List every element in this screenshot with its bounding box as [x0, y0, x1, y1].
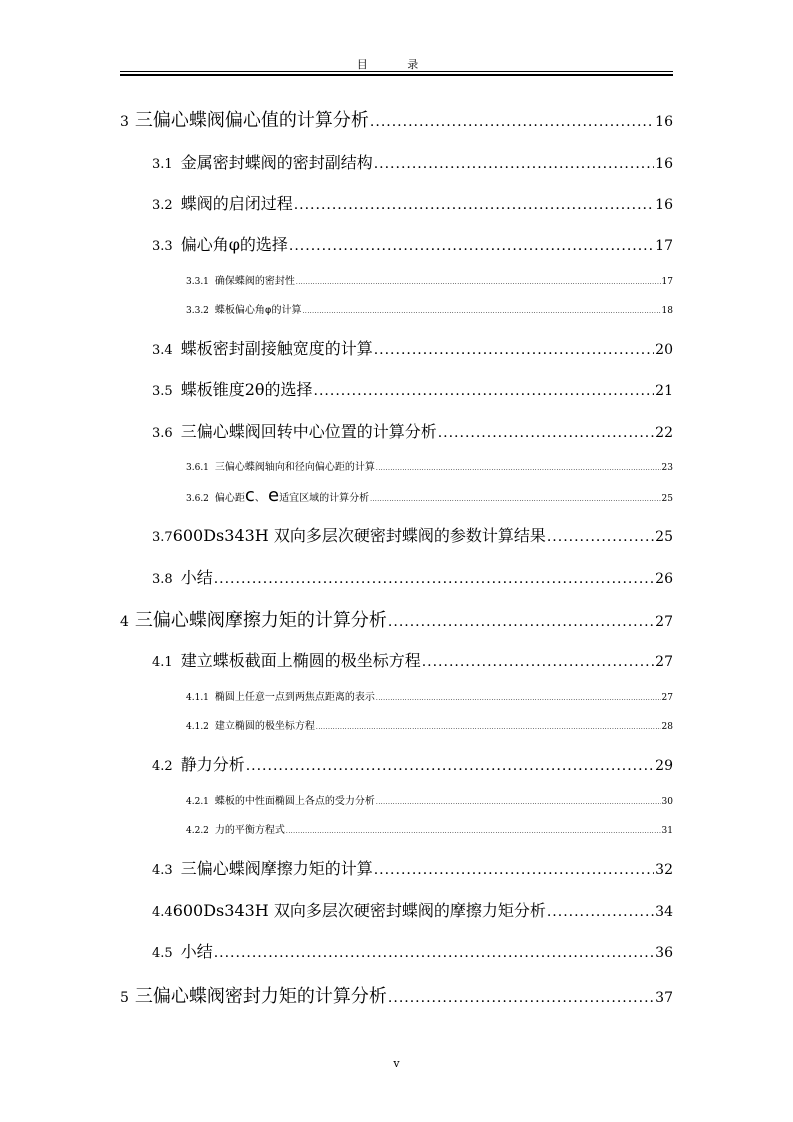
toc-number: 4.5	[152, 946, 173, 961]
toc-page: 27	[661, 693, 673, 703]
toc-title: 三偏心蝶阀回转中心位置的计算分析	[180, 422, 437, 441]
toc-page: 27	[655, 614, 673, 630]
toc-page: 34	[655, 904, 673, 920]
toc-leader	[214, 945, 654, 961]
toc-title: 蝶板偏心角φ的计算	[214, 305, 302, 316]
toc-title: 蝶板密封副接触宽度的计算	[180, 339, 373, 358]
toc-page: 30	[661, 797, 673, 807]
toc-subsection-3-3-2[interactable]	[0, 301, 673, 316]
toc-page: 25	[661, 494, 673, 504]
header-rule-thick	[120, 74, 673, 76]
toc-leader	[286, 828, 661, 835]
toc-number: 3.7	[152, 530, 173, 545]
toc-title: 三偏心蝶阀偏心值的计算分析	[134, 110, 369, 131]
toc-page: 32	[655, 862, 673, 878]
toc-number: 3.6.2	[186, 494, 209, 504]
toc-page: 37	[655, 990, 673, 1006]
toc-subsection-4-2-2[interactable]	[0, 821, 673, 836]
toc-number: 3.8	[152, 572, 173, 587]
toc-section-3-6[interactable]	[0, 419, 673, 442]
toc-number: 3.3	[152, 239, 173, 254]
toc-title	[215, 485, 369, 506]
toc-page: 23	[661, 463, 673, 473]
toc-section-3-2[interactable]	[0, 191, 673, 214]
toc-section-4-1[interactable]	[0, 648, 673, 671]
toc-section-4-2[interactable]	[0, 752, 673, 775]
toc-leader	[314, 383, 655, 399]
toc-title: 三偏心蝶阀摩擦力矩的计算分析	[134, 610, 387, 631]
toc-page: 21	[655, 383, 673, 399]
toc-number: 4.1.2	[186, 722, 209, 732]
toc-page: 27	[655, 654, 673, 670]
toc-number: 4.2	[152, 759, 173, 774]
toc-leader	[547, 904, 654, 920]
toc-section-3-3[interactable]	[0, 232, 673, 255]
toc-page: 16	[655, 197, 673, 213]
toc-page: 28	[661, 722, 673, 732]
toc-page: 16	[655, 156, 673, 172]
toc-page: 17	[655, 238, 673, 254]
toc-number: 3.6	[152, 426, 173, 441]
toc-title: 三偏心蝶阀密封力矩的计算分析	[134, 986, 387, 1007]
toc-leader	[370, 114, 654, 130]
toc-page: 16	[655, 114, 673, 130]
toc-title: 建立椭圆的极坐标方程	[214, 721, 315, 732]
toc-leader	[438, 425, 654, 441]
toc-leader	[376, 695, 661, 702]
toc-title: 600Ds343H 双向多层次硬密封蝶阀的摩擦力矩分析	[172, 901, 546, 920]
toc-number: 3.3.2	[186, 306, 209, 316]
toc-number: 4	[120, 614, 129, 630]
toc-leader	[422, 654, 654, 670]
toc-number: 5	[120, 990, 129, 1006]
toc-number: 4.1	[152, 655, 173, 670]
toc-page: 18	[661, 306, 673, 316]
toc-number: 3.4	[152, 343, 173, 358]
toc-subsection-3-3-1[interactable]	[0, 272, 673, 287]
toc-leader	[214, 571, 654, 587]
symbol-c: c	[244, 485, 255, 506]
toc-section-3-1[interactable]	[0, 150, 673, 173]
toc-chapter-3[interactable]	[0, 106, 673, 132]
toc-title: 静力分析	[180, 755, 245, 774]
toc-title-separator: 、	[254, 493, 268, 504]
toc-title: 偏心角φ的选择	[180, 235, 288, 254]
toc-number: 3.2	[152, 198, 173, 213]
toc-leader	[374, 342, 654, 358]
toc-page: 22	[655, 425, 673, 441]
toc-number: 4.1.1	[186, 693, 209, 703]
toc-section-3-4[interactable]	[0, 336, 673, 359]
toc-section-3-5[interactable]	[0, 377, 673, 400]
toc-title: 三偏心蝶阀轴向和径向偏心距的计算	[214, 462, 375, 473]
toc-leader	[246, 758, 654, 774]
toc-page: 25	[655, 529, 673, 545]
toc-title: 确保蝶阀的密封性	[214, 276, 295, 287]
page-header-title: 目 录	[356, 58, 437, 71]
toc-leader	[376, 465, 661, 472]
symbol-e: e	[268, 485, 280, 506]
toc-title: 小结	[180, 568, 213, 587]
toc-section-4-4[interactable]	[0, 898, 673, 921]
toc-leader	[547, 529, 654, 545]
toc-leader	[374, 156, 654, 172]
toc-page: 17	[661, 277, 673, 287]
toc-page: 26	[655, 571, 673, 587]
toc-page: 20	[655, 342, 673, 358]
toc-title: 椭圆上任意一点到两焦点距离的表示	[214, 692, 375, 703]
toc-leader	[388, 990, 654, 1006]
toc-number: 3.5	[152, 384, 173, 399]
toc-leader	[303, 308, 661, 315]
toc-number: 4.2.2	[186, 826, 209, 836]
page-number-footer: v	[393, 1057, 400, 1070]
toc-number: 3.1	[152, 157, 173, 172]
toc-section-4-3[interactable]	[0, 856, 673, 879]
toc-leader	[376, 799, 661, 806]
toc-title: 三偏心蝶阀摩擦力矩的计算	[180, 859, 373, 878]
toc-subsection-3-6-1[interactable]	[0, 458, 673, 473]
toc-leader	[296, 279, 661, 286]
toc-number: 4.3	[152, 863, 173, 878]
toc-title: 蝶阀的启闭过程	[180, 194, 293, 213]
toc-title: 蝶板的中性面椭圆上各点的受力分析	[214, 796, 375, 807]
toc-section-4-5[interactable]	[0, 939, 673, 962]
toc-number: 3.6.1	[186, 463, 209, 473]
toc-title: 600Ds343H 双向多层次硬密封蝶阀的参数计算结果	[172, 526, 546, 545]
toc-page: 29	[655, 758, 673, 774]
toc-number: 4.2.1	[186, 797, 209, 807]
header-rule-thin	[120, 71, 673, 72]
toc-title-suffix: 适宜区域的计算分析	[279, 493, 370, 504]
toc-title-prefix: 偏心距	[214, 493, 245, 504]
toc-leader	[289, 238, 654, 254]
toc-subsection-4-1-2[interactable]	[0, 717, 673, 732]
toc-chapter-5[interactable]	[0, 982, 673, 1008]
toc-page: 31	[661, 826, 673, 836]
toc-title: 建立蝶板截面上椭圆的极坐标方程	[180, 651, 421, 670]
toc-page: 36	[655, 945, 673, 961]
toc-chapter-4[interactable]	[0, 606, 673, 632]
toc-leader	[316, 724, 661, 731]
toc-leader	[294, 197, 654, 213]
toc-title: 金属密封蝶阀的密封副结构	[180, 153, 373, 172]
toc-leader	[370, 496, 660, 503]
toc-number: 3.3.1	[186, 277, 209, 287]
toc-title: 力的平衡方程式	[214, 825, 285, 836]
toc-number: 3	[120, 114, 129, 130]
toc-number: 4.4	[152, 905, 173, 920]
toc-subsection-4-1-1[interactable]	[0, 688, 673, 703]
toc-section-3-8[interactable]	[0, 565, 673, 588]
toc-section-3-7[interactable]	[0, 523, 673, 546]
toc-leader	[374, 862, 654, 878]
toc-subsection-3-6-2[interactable]	[0, 485, 673, 506]
toc-leader	[388, 614, 654, 630]
toc-title: 蝶板锥度2θ的选择	[180, 380, 313, 399]
toc-title: 小结	[180, 942, 213, 961]
toc-subsection-4-2-1[interactable]	[0, 792, 673, 807]
